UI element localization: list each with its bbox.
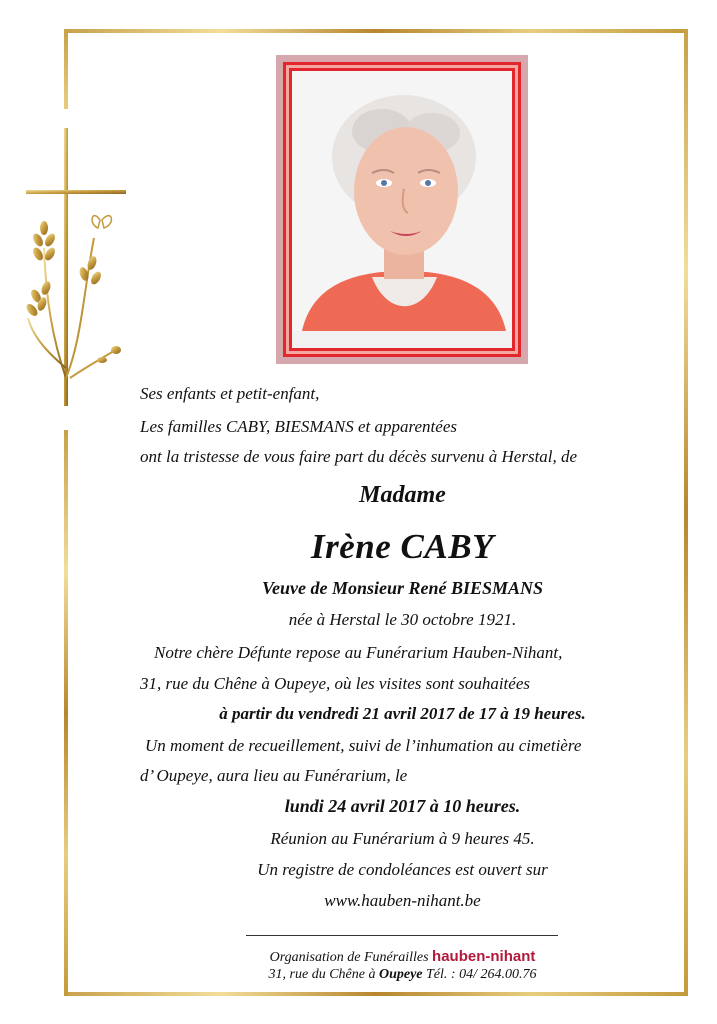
footer-address <box>140 967 665 983</box>
intro-line-3: ont la tristesse de vous faire part du décès survenu à Herstal, de <box>140 447 578 466</box>
registry-line: Un registre de condoléances est ouvert sur <box>257 860 548 879</box>
meeting-line: Réunion au Funérarium à 9 heures 45. <box>270 829 535 848</box>
footer-organisation <box>140 948 665 966</box>
ceremony-line-1: Un moment de recueillement, suivi de l’inhumation au cimetière <box>145 736 582 755</box>
brand-logo-text: hauben-nihant <box>432 948 536 965</box>
portrait-photo-frame <box>276 55 528 364</box>
deceased-name: Irène CABY <box>311 527 494 566</box>
frame-left-border-lower <box>64 430 68 996</box>
intro-line-2: Les familles CABY, BIESMANS et apparentées <box>140 417 457 436</box>
frame-bottom-border <box>64 992 688 996</box>
rest-line-1: Notre chère Défunte repose au Funérarium Hauben-Nihant, <box>154 643 563 662</box>
spouse-line: Veuve de Monsieur René BIESMANS <box>261 578 544 598</box>
frame-right-border <box>684 29 688 996</box>
visiting-hours-line: à partir du vendredi 21 avril 2017 de 17 à 19 heures. <box>219 704 586 723</box>
footer-phone: Tél. : 04/ 264.00.76 <box>426 967 537 982</box>
ceremony-line-2: d’ Oupeye, aura lieu au Funérarium, le <box>140 766 408 785</box>
footer-address-prefix: 31, rue du Chêne à <box>268 967 376 982</box>
footer-divider <box>246 935 558 936</box>
rest-line-2: 31, rue du Chêne à Oupeye, où les visites sont souhaitées <box>140 674 530 693</box>
honorific-title: Madame <box>359 482 446 508</box>
intro-line-1: Ses enfants et petit-enfant, <box>140 384 320 403</box>
frame-left-border-upper <box>64 29 68 109</box>
registry-website-link[interactable]: www.hauben-nihant.be <box>324 891 481 910</box>
portrait-photo <box>292 71 512 348</box>
footer-org-label: Organisation de Funérailles <box>269 950 429 965</box>
portrait-illustration-icon <box>292 71 512 331</box>
footer-address-town: Oupeye <box>378 967 423 982</box>
cross-wheat-ornament-icon <box>22 128 126 408</box>
birth-line: née à Herstal le 30 octobre 1921. <box>288 610 517 629</box>
frame-top-border <box>64 29 688 33</box>
ceremony-date-line: lundi 24 avril 2017 à 10 heures. <box>284 796 521 816</box>
